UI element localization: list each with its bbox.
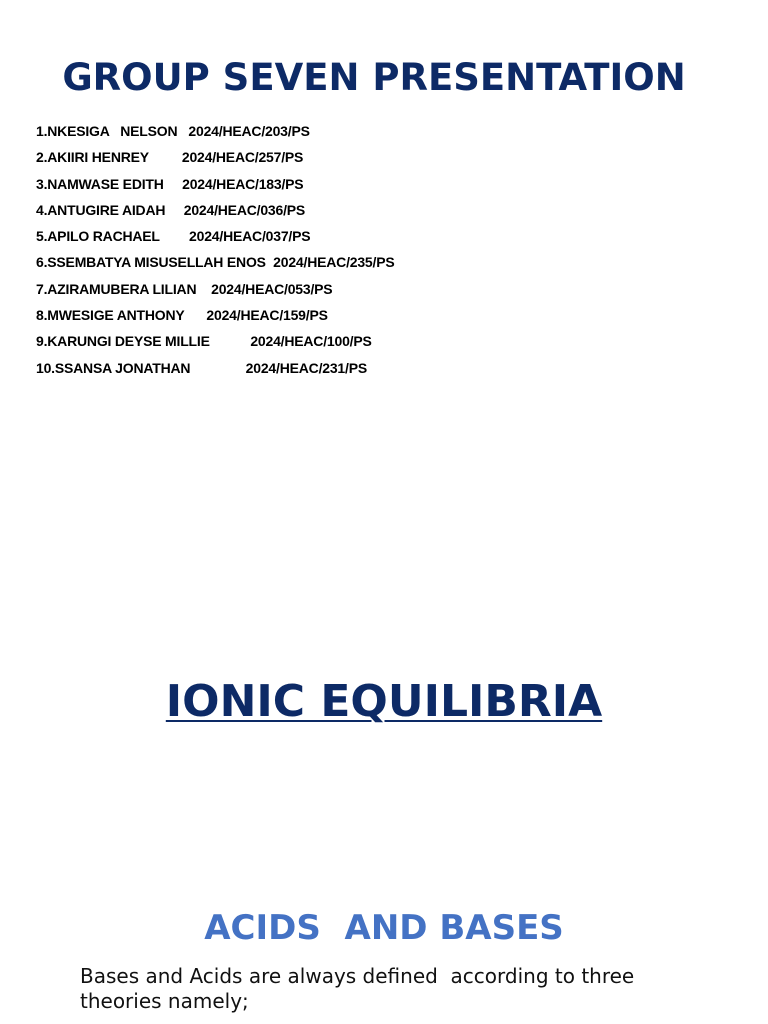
list-item: 8.MWESIGE ANTHONY 2024/HEAC/159/PS: [36, 307, 328, 324]
list-item: 7.AZIRAMUBERA LILIAN 2024/HEAC/053/PS: [36, 280, 333, 297]
list-item: 2.AKIIRI HENREY 2024/HEAC/257/PS: [36, 149, 304, 166]
subsection-heading: ACIDS AND BASES: [204, 908, 564, 948]
list-item: 10.SSANSA JONATHAN 2024/HEAC/231/PS: [36, 359, 367, 376]
member-list: [36, 118, 394, 381]
page-title: GROUP SEVEN PRESENTATION: [62, 56, 686, 99]
list-item: 1.NKESIGA NELSON 2024/HEAC/203/PS: [36, 123, 310, 139]
list-item: 3.NAMWASE EDITH 2024/HEAC/183/PS: [36, 175, 304, 192]
body-paragraph: Bases and Acids are always defined according to three theories namely;: [80, 964, 641, 1013]
list-item: 4.ANTUGIRE AIDAH 2024/HEAC/036/PS: [36, 201, 306, 218]
list-item: 6.SSEMBATYA MISUSELLAH ENOS 2024/HEAC/235/PS: [36, 254, 395, 271]
list-item: 5.APILO RACHAEL 2024/HEAC/037/PS: [36, 228, 311, 245]
list-item: 9.KARUNGI DEYSE MILLIE 2024/HEAC/100/PS: [36, 333, 372, 350]
section-heading: IONIC EQUILIBRIA: [165, 676, 603, 727]
